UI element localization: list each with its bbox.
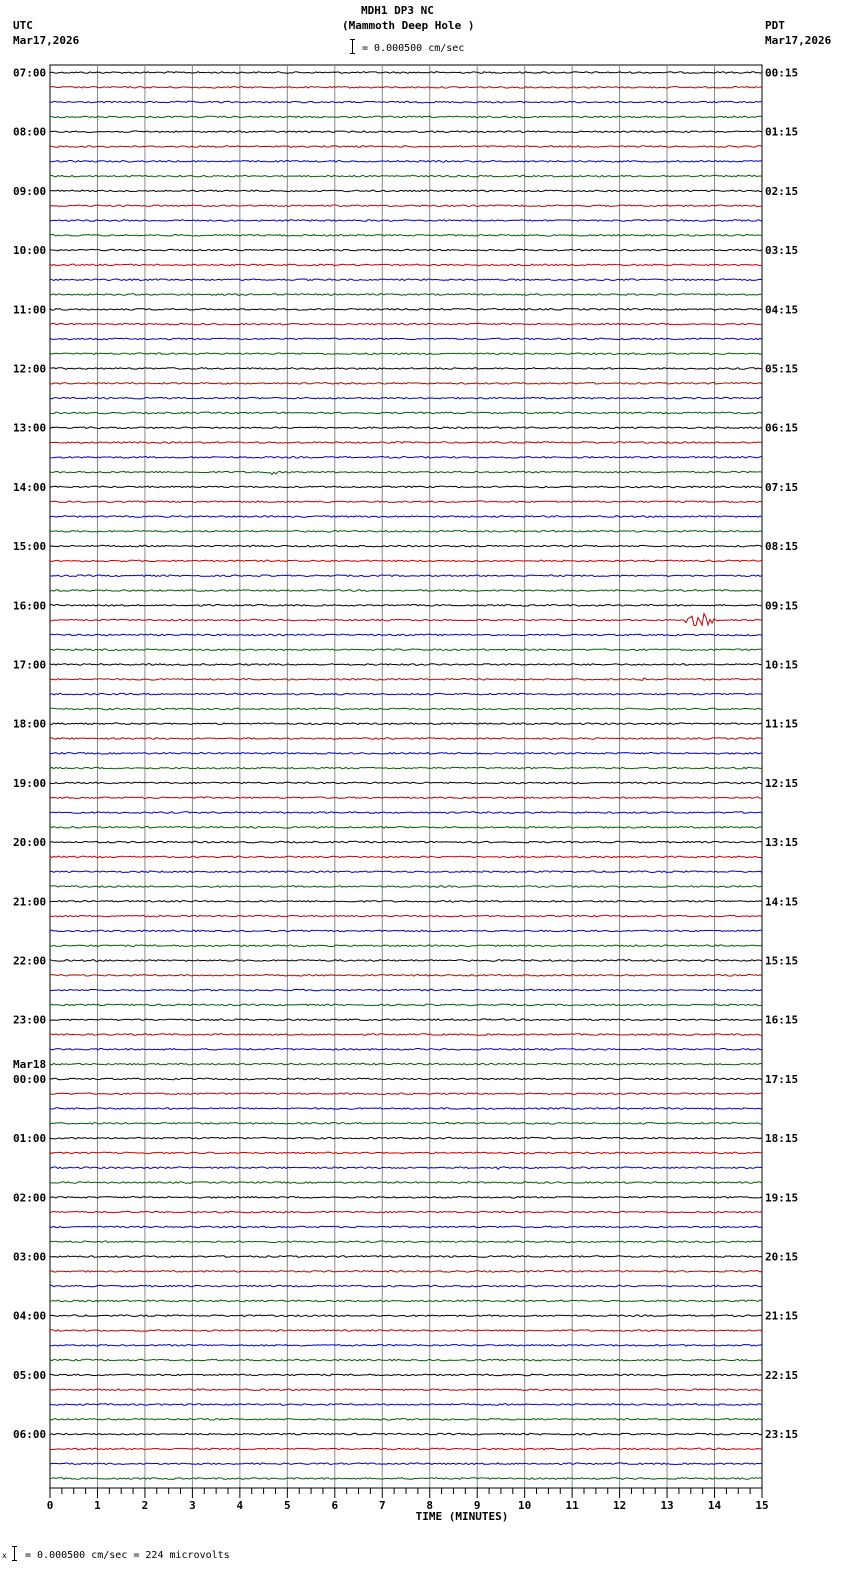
seismic-trace [50,605,762,607]
x-tick-label: 0 [46,1499,54,1512]
seismic-trace [50,1137,762,1139]
pdt-hour-label: 16:15 [765,1013,799,1027]
utc-hour-label: 14:00 [13,480,47,494]
seismic-trace [50,146,762,148]
utc-hour-label: 16:00 [13,599,47,613]
plot-frame [50,65,762,1488]
seismic-trace [50,412,762,414]
seismic-trace [50,1300,762,1302]
pdt-hour-label: 10:15 [765,658,799,672]
utc-date-change-label: Mar18 [13,1057,47,1071]
seismic-trace [50,975,762,977]
x-tick-label: 9 [473,1499,481,1512]
seismic-trace [50,590,762,592]
seismic-trace [50,560,762,562]
seismic-trace [50,353,762,355]
seismic-trace [50,989,762,991]
pdt-hour-label: 07:15 [765,480,799,494]
seismic-trace [50,294,762,296]
utc-hour-label: 01:00 [13,1132,47,1146]
seismic-trace [50,1211,762,1213]
pdt-hour-label: 23:15 [765,1428,799,1442]
seismic-trace [50,101,762,103]
x-tick-label: 11 [565,1499,579,1512]
seismic-trace [50,708,762,710]
utc-hour-label: 20:00 [13,836,47,850]
seismic-trace [50,486,762,488]
pdt-hour-label: 15:15 [765,954,799,968]
seismic-trace [50,1034,762,1036]
seismic-trace [50,575,762,577]
pdt-hour-label: 17:15 [765,1072,799,1086]
x-tick-label: 8 [426,1499,434,1512]
pdt-hour-label: 05:15 [765,362,799,376]
x-tick-label: 5 [284,1499,291,1512]
seismic-trace [50,442,762,444]
seismic-trace [50,116,762,118]
seismic-trace [50,1108,762,1110]
x-tick-label: 1 [94,1499,101,1512]
seismic-trace [50,1315,762,1317]
utc-hour-label: 12:00 [13,362,47,376]
seismic-trace [50,614,762,626]
seismic-trace [50,693,762,695]
seismic-trace [50,1063,762,1065]
seismic-trace [50,1004,762,1006]
utc-hour-label: 10:00 [13,244,47,258]
utc-hour-label: 00:00 [13,1072,47,1086]
seismic-trace [50,886,762,888]
seismic-trace [50,1271,762,1273]
seismic-trace [50,1078,762,1080]
seismic-trace [50,397,762,399]
seismic-trace [50,1419,762,1421]
seismic-trace [50,131,762,133]
utc-hour-label: 11:00 [13,303,47,317]
seismic-trace [50,264,762,266]
utc-hour-label: 15:00 [13,540,47,554]
seismic-trace [50,383,762,385]
seismic-trace [50,1123,762,1125]
seismic-trace [50,945,762,947]
seismic-trace [50,457,762,459]
seismic-trace [50,175,762,177]
seismic-trace [50,634,762,636]
seismic-trace [50,871,762,873]
pdt-hour-label: 01:15 [765,125,799,139]
seismic-trace [50,664,762,666]
seismic-trace [50,841,762,843]
pdt-hour-label: 14:15 [765,895,799,909]
seismic-trace [50,678,762,681]
footer-scale-note: = 0.000500 cm/sec = 224 microvolts [25,1550,230,1561]
station-location: (Mammoth Deep Hole ) [342,19,475,32]
seismic-trace [50,1359,762,1361]
pdt-date-label: Mar17,2026 [765,34,832,47]
utc-hour-label: 23:00 [13,1013,47,1027]
x-tick-label: 15 [755,1499,769,1512]
pdt-hour-label: 08:15 [765,540,799,554]
seismic-trace [50,161,762,163]
pdt-hour-label: 22:15 [765,1368,799,1382]
seismic-trace [50,753,762,755]
pdt-hour-label: 18:15 [765,1132,799,1146]
seismic-trace [50,1330,762,1332]
seismic-trace [50,812,762,814]
seismic-trace [50,501,762,503]
utc-hour-label: 19:00 [13,776,47,790]
x-tick-label: 12 [612,1499,627,1512]
utc-zone-label: UTC [13,19,33,32]
pdt-hour-label: 04:15 [765,303,799,317]
utc-hour-label: 06:00 [13,1428,47,1442]
seismic-trace [50,1197,762,1199]
pdt-hour-label: 19:15 [765,1191,799,1205]
pdt-hour-label: 11:15 [765,717,799,731]
seismic-trace [50,87,762,89]
seismic-trace [50,545,762,547]
pdt-hour-label: 12:15 [765,776,799,790]
utc-hour-label: 09:00 [13,184,47,198]
seismic-trace [50,649,762,651]
utc-hour-label: 04:00 [13,1309,47,1323]
seismic-trace [50,960,762,962]
utc-hour-label: 02:00 [13,1191,47,1205]
pdt-zone-label: PDT [765,19,785,32]
x-tick-label: 14 [707,1499,722,1512]
seismic-trace [50,767,762,769]
seismic-trace [50,235,762,237]
x-tick-label: 10 [518,1499,532,1512]
utc-date-label: Mar17,2026 [13,34,80,47]
seismic-trace [50,1404,762,1406]
seismic-trace [50,471,762,474]
station-title: MDH1 DP3 NC [361,4,434,17]
seismic-trace [50,279,762,281]
seismic-trace [50,1241,762,1243]
x-tick-label: 13 [660,1499,674,1512]
seismic-trace [50,516,762,518]
x-tick-label: 2 [141,1499,149,1512]
seismic-trace [50,1374,762,1376]
x-tick-label: 7 [378,1499,386,1512]
seismic-trace [50,797,762,799]
seismic-trace [50,930,762,932]
seismic-trace [50,1345,762,1347]
seismic-trace [50,1463,762,1465]
seismic-trace [50,249,762,251]
pdt-hour-label: 02:15 [765,184,799,198]
utc-hour-label: 17:00 [13,658,47,672]
seismic-trace [50,1285,762,1287]
seismic-trace [50,1049,762,1051]
seismic-trace [50,368,762,370]
utc-hour-label: 08:00 [13,125,47,139]
seismic-trace [50,1478,762,1480]
seismic-trace [50,1448,762,1450]
seismic-trace [50,309,762,311]
utc-hour-label: 13:00 [13,421,47,435]
seismic-trace [50,427,762,429]
pdt-hour-label: 09:15 [765,599,799,613]
seismic-trace [50,1256,762,1258]
pdt-hour-label: 03:15 [765,244,799,258]
seismic-trace [50,915,762,917]
pdt-hour-label: 06:15 [765,421,799,435]
utc-hour-label: 07:00 [13,66,47,80]
utc-hour-label: 05:00 [13,1368,47,1382]
seismic-trace [50,220,762,222]
seismic-trace [50,1093,762,1095]
x-tick-label: 3 [189,1499,196,1512]
x-axis-title: TIME (MINUTES) [415,1510,509,1523]
seismic-trace [50,531,762,533]
seismic-trace [50,827,762,829]
pdt-hour-label: 00:15 [765,66,799,80]
pdt-hour-label: 20:15 [765,1250,799,1264]
seismic-trace [50,738,762,740]
seismic-trace [50,190,762,192]
seismic-trace [50,1433,762,1435]
seismic-trace [50,782,762,784]
seismic-trace [50,205,762,207]
scale-label: = 0.000500 cm/sec [362,43,465,54]
seismic-trace [50,1019,762,1021]
seismic-trace [50,723,762,725]
utc-hour-label: 21:00 [13,895,47,909]
utc-hour-label: 03:00 [13,1250,47,1264]
utc-hour-label: 22:00 [13,954,47,968]
seismic-trace [50,1182,762,1184]
seismic-trace [50,1226,762,1228]
seismic-trace [50,1389,762,1391]
utc-hour-label: 18:00 [13,717,47,731]
seismic-trace [50,338,762,340]
x-tick-label: 6 [331,1499,339,1512]
seismic-trace [50,72,762,74]
seismic-trace [50,1152,762,1154]
pdt-hour-label: 13:15 [765,836,799,850]
seismic-trace [50,1167,762,1170]
x-tick-label: 4 [236,1499,244,1512]
seismic-trace [50,323,762,325]
seismic-trace [50,856,762,858]
pdt-hour-label: 21:15 [765,1309,799,1323]
seismic-trace [50,901,762,903]
